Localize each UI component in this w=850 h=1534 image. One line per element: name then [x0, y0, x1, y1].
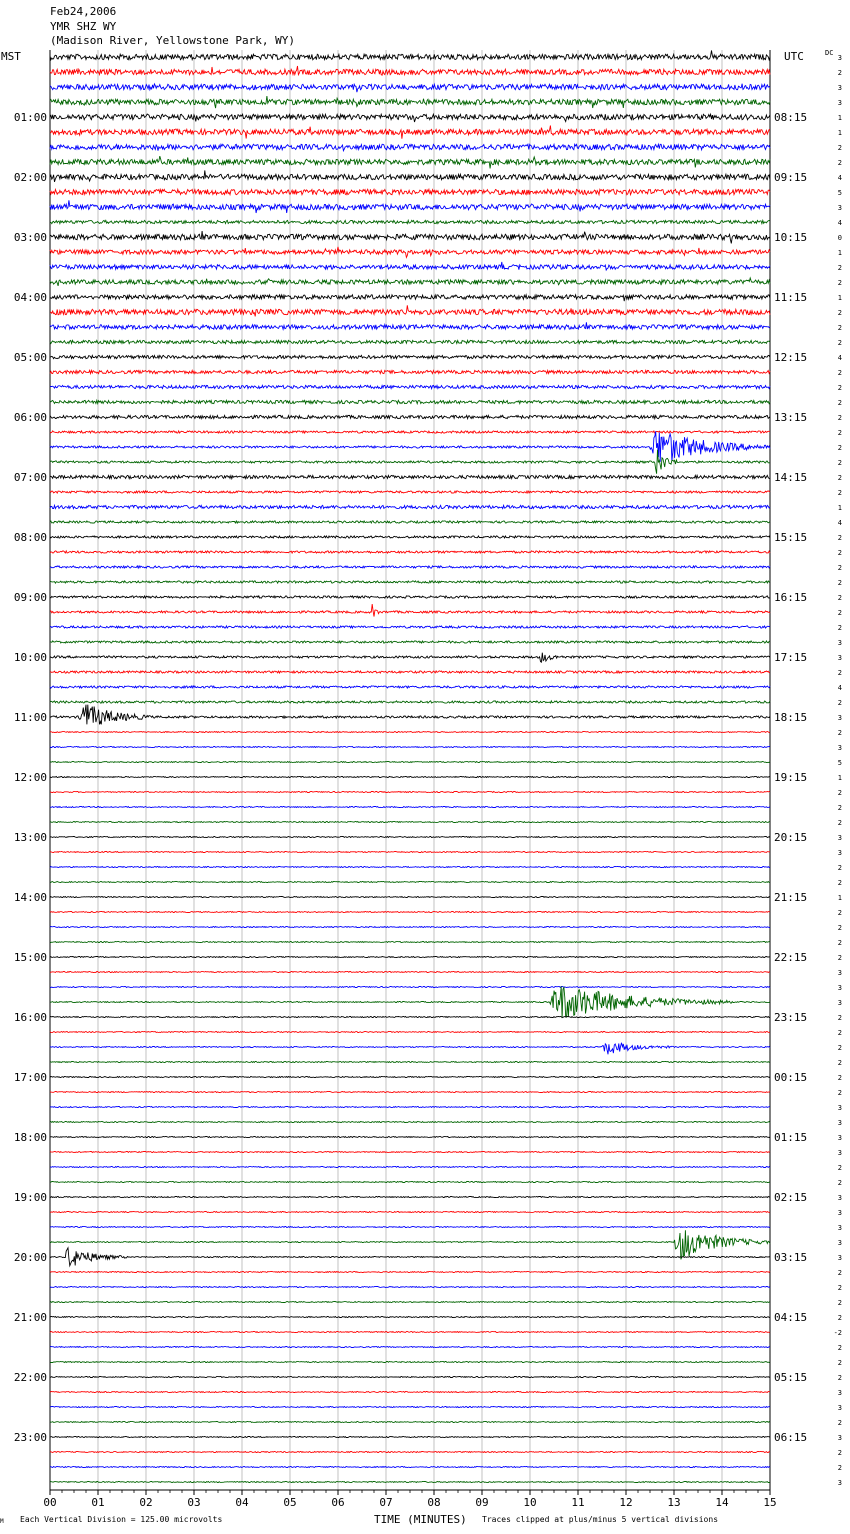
- dc-offset-95: 3: [837, 1479, 842, 1487]
- dc-offset-0: 3: [837, 54, 842, 62]
- dc-offset-66: 2: [837, 1044, 842, 1052]
- dc-offset-89: 3: [837, 1389, 842, 1397]
- trace-19: [50, 340, 770, 343]
- utc-label-1: 09:15: [774, 171, 808, 184]
- dc-offset-49: 2: [837, 789, 842, 797]
- utc-label-10: 18:15: [774, 711, 808, 724]
- trace-8: [50, 170, 770, 182]
- dc-offset-76: 3: [837, 1194, 842, 1202]
- trace-45: [50, 732, 770, 733]
- dc-offset-78: 3: [837, 1224, 842, 1232]
- dc-offset-21: 2: [837, 369, 842, 377]
- dc-offset-16: 1: [837, 294, 842, 302]
- dc-offset-87: 2: [837, 1359, 842, 1367]
- trace-94: [50, 1467, 770, 1468]
- trace-49: [50, 792, 770, 793]
- dc-offset-93: 2: [837, 1449, 842, 1457]
- dc-offset-10: 3: [837, 204, 842, 212]
- dc-offset-27: 2: [837, 459, 842, 467]
- dc-offset-68: 2: [837, 1074, 842, 1082]
- trace-40: [50, 653, 770, 663]
- mst-hour-labels: [14, 111, 47, 1444]
- trace-66: [50, 1043, 770, 1055]
- station-location: (Madison River, Yellowstone Park, WY): [50, 34, 296, 47]
- dc-offset-35: 2: [837, 579, 842, 587]
- dc-offset-73: 3: [837, 1149, 842, 1157]
- dc-offset-85: -2: [833, 1329, 842, 1337]
- dc-offset-8: 4: [837, 174, 842, 182]
- x-tick-label-3: 03: [187, 1496, 201, 1509]
- x-tick-label-10: 10: [523, 1496, 537, 1509]
- trace-38: [50, 626, 770, 628]
- dc-offset-17: 2: [837, 309, 842, 317]
- corner-mark: M: [0, 1518, 4, 1525]
- dc-offset-26: 2: [837, 444, 842, 452]
- utc-label-13: 21:15: [774, 891, 808, 904]
- trace-52: [50, 837, 770, 838]
- utc-label-5: 13:15: [774, 411, 808, 424]
- x-tick-label-8: 08: [427, 1496, 441, 1509]
- utc-label-19: 03:15: [774, 1251, 808, 1264]
- trace-2: [50, 84, 770, 93]
- dc-offset-48: 1: [837, 774, 842, 782]
- dc-offset-46: 3: [837, 744, 842, 752]
- trace-48: [50, 777, 770, 778]
- dc-offset-28: 2: [837, 474, 842, 482]
- dc-offset-54: 2: [837, 864, 842, 872]
- dc-offset-9: 5: [837, 189, 842, 197]
- x-tick-label-0: 00: [43, 1496, 57, 1509]
- trace-75: [50, 1182, 770, 1183]
- dc-offset-79: 3: [837, 1239, 842, 1247]
- mst-label-0: 01:00: [13, 111, 47, 124]
- trace-29: [50, 491, 770, 493]
- dc-offset-20: 4: [837, 354, 842, 362]
- dc-offset-70: 3: [837, 1104, 842, 1112]
- trace-27: [50, 450, 770, 474]
- mst-label-11: 12:00: [13, 771, 47, 784]
- dc-offset-44: 3: [837, 714, 842, 722]
- plot-date: Feb24,2006: [50, 5, 117, 18]
- dc-offset-53: 3: [837, 849, 842, 857]
- mst-label-7: 08:00: [13, 531, 47, 544]
- dc-offset-25: 2: [837, 429, 842, 437]
- x-tick-label-13: 13: [667, 1496, 681, 1509]
- dc-offset-84: 2: [837, 1314, 842, 1322]
- dc-offset-58: 2: [837, 924, 842, 932]
- trace-78: [50, 1227, 770, 1228]
- trace-82: [50, 1287, 770, 1288]
- x-tick-label-2: 02: [139, 1496, 153, 1509]
- dc-offset-92: 3: [837, 1434, 842, 1442]
- trace-80: [50, 1248, 770, 1266]
- trace-4: [50, 114, 770, 122]
- dc-offset-15: 2: [837, 279, 842, 287]
- dc-offset-45: 2: [837, 729, 842, 737]
- mst-label-3: 04:00: [13, 291, 47, 304]
- utc-label-22: 06:15: [774, 1431, 808, 1444]
- mst-label-18: 19:00: [13, 1191, 47, 1204]
- trace-14: [50, 262, 770, 270]
- dc-offset-40: 3: [837, 654, 842, 662]
- mst-label-15: 16:00: [13, 1011, 47, 1024]
- dc-offset-64: 2: [837, 1014, 842, 1022]
- mst-label-2: 03:00: [13, 231, 47, 244]
- dc-offset-71: 3: [837, 1119, 842, 1127]
- trace-71: [50, 1122, 770, 1123]
- utc-label-3: 11:15: [774, 291, 808, 304]
- dc-offset-38: 2: [837, 624, 842, 632]
- dc-offset-72: 3: [837, 1134, 842, 1142]
- dc-offset-51: 2: [837, 819, 842, 827]
- x-tick-label-4: 04: [235, 1496, 249, 1509]
- dc-offset-32: 2: [837, 534, 842, 542]
- trace-15: [50, 278, 770, 286]
- trace-23: [50, 400, 770, 403]
- utc-label-18: 02:15: [774, 1191, 808, 1204]
- trace-90: [50, 1407, 770, 1408]
- dc-offset-61: 3: [837, 969, 842, 977]
- mst-label-6: 07:00: [13, 471, 47, 484]
- trace-18: [50, 322, 770, 329]
- trace-11: [50, 220, 770, 223]
- utc-label-9: 17:15: [774, 651, 808, 664]
- trace-85: [50, 1332, 770, 1333]
- trace-60: [50, 957, 770, 958]
- trace-87: [50, 1362, 770, 1363]
- dc-offset-56: 1: [837, 894, 842, 902]
- trace-79: [50, 1230, 770, 1259]
- trace-44: [50, 705, 770, 725]
- x-tick-label-15: 15: [763, 1496, 777, 1509]
- left-timezone-label: MST: [1, 50, 21, 63]
- dc-offset-1: 2: [837, 69, 842, 77]
- trace-10: [50, 200, 770, 213]
- utc-label-16: 00:15: [774, 1071, 808, 1084]
- station-code: YMR SHZ WY: [50, 20, 117, 33]
- x-axis-label: TIME (MINUTES): [374, 1513, 467, 1526]
- x-axis: [43, 1490, 776, 1509]
- trace-1: [50, 66, 770, 75]
- mst-label-16: 17:00: [13, 1071, 47, 1084]
- trace-77: [50, 1212, 770, 1213]
- dc-offset-59: 2: [837, 939, 842, 947]
- x-tick-label-7: 07: [379, 1496, 393, 1509]
- trace-33: [50, 551, 770, 553]
- dc-offset-19: 2: [837, 339, 842, 347]
- trace-53: [50, 852, 770, 853]
- trace-30: [50, 505, 770, 508]
- trace-6: [50, 144, 770, 150]
- utc-label-20: 04:15: [774, 1311, 808, 1324]
- mst-label-17: 18:00: [13, 1131, 47, 1144]
- utc-label-14: 22:15: [774, 951, 808, 964]
- trace-24: [50, 415, 770, 418]
- trace-55: [50, 882, 770, 883]
- dc-offset-7: 2: [837, 159, 842, 167]
- trace-31: [50, 521, 770, 523]
- trace-69: [50, 1092, 770, 1093]
- trace-43: [50, 701, 770, 703]
- trace-56: [50, 897, 770, 898]
- dc-offset-65: 2: [837, 1029, 842, 1037]
- trace-54: [50, 867, 770, 868]
- utc-label-15: 23:15: [774, 1011, 808, 1024]
- x-tick-label-12: 12: [619, 1496, 633, 1509]
- dc-offset-50: 2: [837, 804, 842, 812]
- trace-3: [50, 96, 770, 108]
- dc-offset-36: 2: [837, 594, 842, 602]
- dc-offset-13: 1: [837, 249, 842, 257]
- trace-21: [50, 370, 770, 373]
- trace-84: [50, 1317, 770, 1318]
- utc-label-0: 08:15: [774, 111, 808, 124]
- seismic-traces: [50, 50, 770, 1482]
- mst-label-21: 22:00: [13, 1371, 47, 1384]
- dc-offset-labels: [834, 54, 842, 1487]
- trace-7: [50, 156, 770, 168]
- trace-70: [50, 1107, 770, 1108]
- trace-81: [50, 1272, 770, 1273]
- utc-label-7: 15:15: [774, 531, 808, 544]
- dc-offset-11: 4: [837, 219, 842, 227]
- dc-offset-12: 0: [837, 234, 842, 242]
- dc-offset-24: 2: [837, 414, 842, 422]
- dc-offset-74: 2: [837, 1164, 842, 1172]
- scale-note: Each Vertical Division = 125.00 microvolts: [20, 1515, 223, 1524]
- x-tick-label-14: 14: [715, 1496, 729, 1509]
- trace-83: [50, 1302, 770, 1303]
- dc-offset-77: 3: [837, 1209, 842, 1217]
- trace-62: [50, 987, 770, 988]
- dc-offset-94: 2: [837, 1464, 842, 1472]
- trace-42: [50, 686, 770, 688]
- trace-68: [50, 1077, 770, 1078]
- trace-76: [50, 1197, 770, 1198]
- dc-offset-37: 2: [837, 609, 842, 617]
- mst-label-19: 20:00: [13, 1251, 47, 1264]
- dc-offset-75: 2: [837, 1179, 842, 1187]
- utc-label-8: 16:15: [774, 591, 808, 604]
- dc-offset-22: 2: [837, 384, 842, 392]
- mst-label-22: 23:00: [13, 1431, 47, 1444]
- dc-offset-63: 3: [837, 999, 842, 1007]
- trace-74: [50, 1167, 770, 1168]
- dc-offset-23: 2: [837, 399, 842, 407]
- trace-46: [50, 747, 770, 748]
- dc-offset-14: 2: [837, 264, 842, 272]
- trace-25: [50, 431, 770, 433]
- trace-22: [50, 385, 770, 388]
- trace-12: [50, 231, 770, 243]
- trace-64: [50, 1017, 770, 1018]
- mst-label-5: 06:00: [13, 411, 47, 424]
- x-tick-label-9: 09: [475, 1496, 489, 1509]
- trace-34: [50, 566, 770, 568]
- trace-37: [50, 604, 770, 617]
- dc-offset-18: 2: [837, 324, 842, 332]
- dc-offset-41: 2: [837, 669, 842, 677]
- trace-57: [50, 912, 770, 913]
- x-tick-label-5: 05: [283, 1496, 297, 1509]
- trace-35: [50, 581, 770, 583]
- mst-label-20: 21:00: [13, 1311, 47, 1324]
- mst-label-4: 05:00: [13, 351, 47, 364]
- dc-offset-30: 1: [837, 504, 842, 512]
- trace-0: [50, 50, 770, 59]
- utc-label-4: 12:15: [774, 351, 808, 364]
- dc-offset-60: 2: [837, 954, 842, 962]
- dc-offset-81: 2: [837, 1269, 842, 1277]
- mst-label-14: 15:00: [13, 951, 47, 964]
- dc-offset-2: 3: [837, 84, 842, 92]
- dc-offset-43: 2: [837, 699, 842, 707]
- trace-36: [50, 596, 770, 598]
- dc-offset-5: 1: [837, 129, 842, 137]
- mst-label-13: 14:00: [13, 891, 47, 904]
- x-tick-label-1: 01: [91, 1496, 105, 1509]
- dc-offset-57: 2: [837, 909, 842, 917]
- utc-label-21: 05:15: [774, 1371, 808, 1384]
- utc-label-11: 19:15: [774, 771, 808, 784]
- trace-41: [50, 671, 770, 673]
- trace-95: [50, 1482, 770, 1483]
- dc-offset-39: 3: [837, 639, 842, 647]
- clip-note: Traces clipped at plus/minus 5 vertical divisions: [482, 1515, 719, 1524]
- dc-offset-90: 3: [837, 1404, 842, 1412]
- dc-offset-80: 3: [837, 1254, 842, 1262]
- trace-5: [50, 126, 770, 139]
- dc-offset-67: 2: [837, 1059, 842, 1067]
- trace-16: [50, 295, 770, 301]
- mst-label-10: 11:00: [13, 711, 47, 724]
- dc-offset-83: 2: [837, 1299, 842, 1307]
- trace-89: [50, 1392, 770, 1393]
- trace-86: [50, 1347, 770, 1348]
- trace-88: [50, 1377, 770, 1378]
- trace-17: [50, 305, 770, 316]
- x-tick-label-6: 06: [331, 1496, 345, 1509]
- utc-label-2: 10:15: [774, 231, 808, 244]
- dc-offset-88: 2: [837, 1374, 842, 1382]
- trace-91: [50, 1422, 770, 1423]
- trace-63: [50, 986, 770, 1018]
- trace-13: [50, 247, 770, 258]
- dc-offset-31: 4: [837, 519, 842, 527]
- mst-label-1: 02:00: [13, 171, 47, 184]
- mst-label-9: 10:00: [13, 651, 47, 664]
- trace-32: [50, 536, 770, 538]
- dc-offset-86: 2: [837, 1344, 842, 1352]
- dc-offset-47: 5: [837, 759, 842, 767]
- trace-67: [50, 1062, 770, 1063]
- trace-47: [50, 762, 770, 763]
- dc-offset-4: 1: [837, 114, 842, 122]
- dc-offset-62: 3: [837, 984, 842, 992]
- trace-20: [50, 355, 770, 358]
- x-tick-label-11: 11: [571, 1496, 585, 1509]
- dc-offset-6: 2: [837, 144, 842, 152]
- trace-65: [50, 1032, 770, 1033]
- trace-72: [50, 1137, 770, 1138]
- dc-offset-55: 2: [837, 879, 842, 887]
- dc-offset-69: 2: [837, 1089, 842, 1097]
- trace-50: [50, 807, 770, 808]
- trace-39: [50, 641, 770, 643]
- dc-offset-52: 3: [837, 834, 842, 842]
- dc-offset-33: 2: [837, 549, 842, 557]
- trace-59: [50, 942, 770, 943]
- trace-61: [50, 972, 770, 973]
- utc-label-6: 14:15: [774, 471, 808, 484]
- utc-label-12: 20:15: [774, 831, 808, 844]
- mst-label-8: 09:00: [13, 591, 47, 604]
- right-timezone-label: UTC: [784, 50, 804, 63]
- mst-label-12: 13:00: [13, 831, 47, 844]
- trace-58: [50, 927, 770, 928]
- dc-offset-header: DC: [825, 49, 834, 57]
- utc-hour-labels: [774, 111, 807, 1444]
- utc-label-17: 01:15: [774, 1131, 808, 1144]
- trace-93: [50, 1452, 770, 1453]
- dc-offset-3: 3: [837, 99, 842, 107]
- trace-73: [50, 1152, 770, 1153]
- trace-51: [50, 822, 770, 823]
- dc-offset-82: 2: [837, 1284, 842, 1292]
- trace-28: [50, 475, 770, 478]
- trace-92: [50, 1437, 770, 1438]
- dc-offset-29: 2: [837, 489, 842, 497]
- dc-offset-91: 2: [837, 1419, 842, 1427]
- dc-offset-34: 2: [837, 564, 842, 572]
- dc-offset-42: 4: [837, 684, 842, 692]
- trace-9: [50, 189, 770, 194]
